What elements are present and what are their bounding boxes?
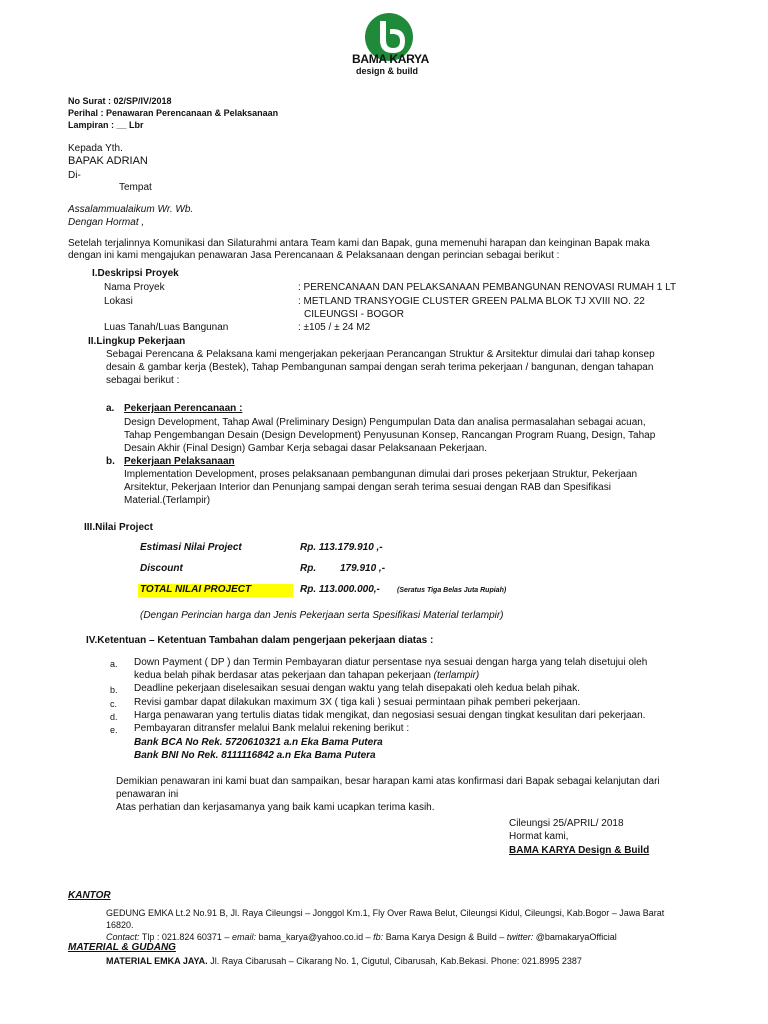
letter-attachment: Lampiran : __ Lbr: [68, 120, 144, 130]
contact-phone: Tlp : 021.824 60371 –: [139, 932, 232, 942]
address-tempat: Tempat: [119, 182, 152, 193]
footer-kantor-address: GEDUNG EMKA Lt.2 No.91 B, Jl. Raya Cileungsi – Jonggol Km.1, Fly Over Rawa Belut, Cileungsi Kidul, Cileungsi, Kab.Bogor – Jawa Barat: [106, 908, 665, 918]
brand-subtitle: design & build: [356, 66, 418, 76]
section2-intro-line: Sebagai Perencana & Pelaksana kami mengerjakan pekerjaan Perancangan Struktur & Arsitektur dimulai dari tahap konsep: [106, 349, 655, 360]
twitter-label: twitter:: [506, 932, 534, 942]
estimasi-value: Rp. 113.179.910 ,-: [300, 542, 383, 553]
section4-item-text: Down Payment ( DP ) dan Termin Pembayaran diatur persentase nya sesuai dengan harga yang telah disetujui oleh: [134, 657, 648, 668]
section1-row-value: : METLAND TRANSYOGIE CLUSTER GREEN PALMA BLOK TJ XVIII NO. 22: [298, 296, 645, 307]
closing-line-2: penawaran ini: [116, 789, 179, 800]
total-value: Rp. 113.000.000,-: [300, 584, 380, 595]
section2-b-line: Implementation Development, proses pelaksanaan pembangunan dimulai dari proses pekerjaan Struktur, Pekerjaan: [124, 469, 638, 480]
footer-contact: [106, 932, 617, 942]
footer-material-title: MATERIAL & GUDANG: [68, 942, 176, 953]
signature-place-date: Cileungsi 25/APRIL/ 2018: [509, 818, 624, 829]
discount-rp: Rp.: [300, 563, 317, 574]
section4-item-text: [134, 670, 479, 681]
section1-title: I.Deskripsi Proyek: [92, 268, 179, 279]
section4-item-label: d.: [110, 712, 118, 722]
section2-b-line: Arsitektur, Pekerjaan Interior dan Penunjang sampai dengan serah terima sesuai dengan RAB dan Spesifikasi: [124, 482, 611, 493]
footer-kantor-address-2: 16820.: [106, 920, 134, 930]
closing-line-3: Atas perhatian dan kerjasamanya yang baik kami ucapkan terima kasih.: [116, 802, 435, 813]
section1-row-label: Nama Proyek: [104, 282, 165, 293]
discount-value: 179.910 ,-: [340, 563, 386, 574]
section2-b-line: Material.(Terlampir): [124, 495, 211, 506]
contact-label: Contact:: [106, 932, 140, 942]
greeting-hormat: Dengan Hormat ,: [68, 217, 145, 228]
section2-a-line: Desain Akhir (Final Design) Gambar Kerja sebagai dasar Pelaksanaan Pekerjaan.: [124, 443, 487, 454]
signature-company: BAMA KARYA Design & Build: [509, 845, 650, 856]
section4-item-text: Pembayaran ditransfer melalui Bank melalui rekening berikut :: [134, 723, 410, 734]
total-words: (Seratus Tiga Belas Juta Rupiah): [397, 587, 507, 594]
section4-item-text-line2: kedua belah pihak berdasar atas pekerjaan dan tahapan pekerjaan: [134, 670, 431, 681]
bank-bni: Bank BNI No Rek. 8111116842 a.n Eka Bama Putera: [134, 750, 376, 761]
section4-item-text: Harga penawaran yang tertulis diatas tidak mengikat, dan negosiasi sesuai dengan tingkat kesulitan dari pekerjaan.: [134, 710, 646, 721]
material-address: Jl. Raya Cibarusah – Cikarang No. 1, Cigutul, Cibarusah, Kab.Bekasi. Phone: 021.8995 2387: [207, 956, 582, 966]
section4-item-text: Revisi gambar dapat dilakukan maximum 3X ( tiga kali ) sesuai permintaan pihak pemberi pekerjaan.: [134, 697, 581, 708]
section4-item-label: b.: [110, 685, 118, 695]
section2-a-label: a.: [106, 403, 115, 414]
signature-hormat: Hormat kami,: [509, 831, 569, 842]
section4-item-label: c.: [110, 699, 118, 709]
section1-row-label: Luas Tanah/Luas Bangunan: [104, 322, 229, 333]
section4-item-label: e.: [110, 725, 118, 735]
section1-row-value: CILEUNGSI - BOGOR: [304, 309, 405, 320]
recipient-name: BAPAK ADRIAN: [68, 155, 148, 167]
estimasi-label: Estimasi Nilai Project: [140, 542, 242, 553]
bank-bca: Bank BCA No Rek. 5720610321 a.n Eka Bama Putera: [134, 737, 383, 748]
section4-title: IV.Ketentuan – Ketentuan Tambahan dalam pengerjaan pekerjaan diatas :: [86, 635, 434, 646]
intro-line-1: Setelah terjalinnya Komunikasi dan Silaturahmi antara Team kami dan Bapak, guna memenuhi harapan dan keinginan Bapak maka: [68, 238, 650, 249]
total-label: TOTAL NILAI PROJECT: [138, 584, 293, 597]
address-di: Di-: [68, 170, 81, 181]
section2-title: II.Lingkup Pekerjaan: [88, 336, 186, 347]
section4-item-text-italic: (terlampir): [433, 670, 480, 681]
section2-a-line: Tahap Pengembangan Desain (Design Development) Penyusunan Konsep, Rancangan Program Ruang, Design, Tahap: [124, 430, 656, 441]
brand-name: BAMA KARYA: [352, 52, 430, 66]
section2-intro-line: desain & gambar kerja (Bestek), Tahap Pembangunan sampai dengan serah terima pekerjaan / bangunan, dengan tahapan: [106, 362, 654, 373]
letter-number: No Surat : 02/SP/IV/2018: [68, 96, 172, 106]
email-label: email:: [231, 932, 256, 942]
section1-row-label: Lokasi: [104, 296, 133, 307]
section1-row-value: : PERENCANAAN DAN PELAKSANAAN PEMBANGUNAN RENOVASI RUMAH 1 LT: [298, 282, 677, 293]
footer-kantor-title: KANTOR: [68, 890, 111, 901]
footer-material: [106, 956, 582, 966]
section4-item-text: Deadline pekerjaan diselesaikan sesuai dengan waktu yang telah disepakati oleh kedua belah pihak.: [134, 683, 580, 694]
address-kepada: Kepada Yth.: [68, 143, 123, 154]
intro-line-2: dengan ini kami mengajukan penawaran Jasa Perencanaan & Pelaksanaan dengan perincian sebagai berikut :: [68, 250, 560, 261]
fb-value: Bama Karya Design & Build –: [383, 932, 507, 942]
section2-b-label: b.: [106, 456, 115, 467]
section2-a-title: Pekerjaan Perencanaan :: [124, 403, 243, 414]
section2-intro-line: sebagai berikut :: [106, 375, 180, 386]
section1-row-value: : ±105 / ± 24 M2: [298, 322, 371, 333]
section4-item-label: a.: [110, 659, 118, 669]
section2-a-line: Design Development, Tahap Awal (Preliminary Design) Pengumpulan Data dan analisa permasalahan sebagai acuan,: [124, 417, 646, 428]
email-value[interactable]: bama_karya@yahoo.co.id –: [255, 932, 374, 942]
material-name: MATERIAL EMKA JAYA.: [106, 956, 208, 966]
greeting-salam: Assalammualaikum Wr. Wb.: [68, 204, 194, 215]
section3-title: III.Nilai Project: [84, 522, 153, 533]
letter-subject: Perihal : Penawaran Perencanaan & Pelaksanaan: [68, 108, 279, 118]
fb-label: fb:: [373, 932, 384, 942]
section3-note: (Dengan Perincian harga dan Jenis Pekerjaan serta Spesifikasi Material terlampir): [140, 610, 504, 621]
closing-line-1: Demikian penawaran ini kami buat dan sampaikan, besar harapan kami atas konfirmasi dari Bapak sebagai kelanjutan dari: [116, 776, 660, 787]
section2-b-title: Pekerjaan Pelaksanaan: [124, 456, 235, 467]
twitter-value: @bamakaryaOfficial: [533, 932, 617, 942]
discount-label: Discount: [140, 563, 183, 574]
